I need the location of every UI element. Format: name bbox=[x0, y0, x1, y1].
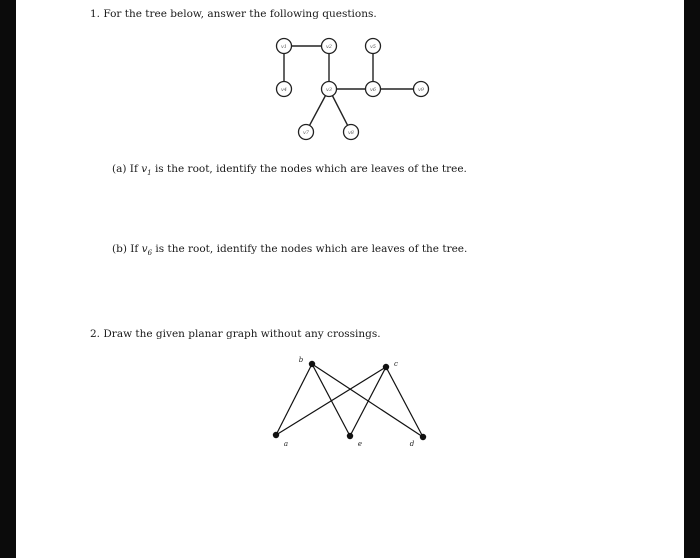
graph-edge-b-d bbox=[312, 364, 423, 437]
tree-diagram bbox=[16, 0, 684, 160]
left-frame-border bbox=[0, 0, 16, 558]
question-2-number: 2. bbox=[90, 328, 101, 340]
graph-node-label-c: c bbox=[394, 360, 398, 368]
question-2-text: Draw the given planar graph without any crossings. bbox=[103, 328, 381, 340]
question-1a-variable: $v_1$ bbox=[141, 163, 152, 178]
tree-node-v4 bbox=[277, 82, 292, 97]
planar-graph-diagram bbox=[16, 340, 684, 470]
tree-node-label-v2: v2 bbox=[325, 43, 333, 50]
tree-node-label-v7: v7 bbox=[302, 129, 310, 136]
question-1b-prefix: If bbox=[130, 243, 139, 255]
tree-node-label-v8: v8 bbox=[347, 129, 355, 136]
question-1a-label: (a) bbox=[112, 163, 127, 175]
tree-node-v3 bbox=[322, 82, 337, 97]
right-frame-border bbox=[684, 0, 700, 558]
graph-node-a bbox=[273, 432, 288, 448]
graph-edge-b-e bbox=[312, 364, 350, 436]
graph-node-b bbox=[299, 356, 315, 367]
graph-edge-c-e bbox=[350, 367, 386, 436]
question-1b-label: (b) bbox=[112, 243, 127, 255]
tree-node-label-v4: v4 bbox=[280, 86, 288, 93]
tree-node-label-v6: v6 bbox=[369, 86, 377, 93]
graph-node-d bbox=[410, 434, 426, 448]
graph-node-label-d: d bbox=[409, 440, 415, 448]
document-page bbox=[16, 0, 684, 558]
question-1a bbox=[112, 162, 467, 180]
question-1b-variable: $v_6$ bbox=[141, 243, 153, 258]
question-1b bbox=[112, 242, 467, 260]
tree-node-v7 bbox=[299, 125, 314, 140]
tree-node-v9 bbox=[414, 82, 429, 97]
graph-edge-c-d bbox=[386, 367, 423, 437]
graph-node-label-b: b bbox=[298, 356, 304, 364]
tree-node-v8 bbox=[344, 125, 359, 140]
graph-node-label-e: e bbox=[357, 440, 363, 448]
tree-node-v1 bbox=[277, 39, 292, 54]
graph-node-e bbox=[347, 433, 362, 448]
question-1a-text: is the root, identify the nodes which are leaves of the tree. bbox=[154, 163, 467, 175]
question-1b-text: is the root, identify the nodes which are leaves of the tree. bbox=[155, 243, 468, 255]
graph-node-label-a: a bbox=[283, 440, 289, 448]
question-1a-prefix: If bbox=[129, 163, 138, 175]
question-1-text: For the tree below, answer the following questions. bbox=[103, 8, 377, 20]
tree-node-v2 bbox=[322, 39, 337, 54]
graph-node-c bbox=[383, 360, 398, 370]
tree-node-v6 bbox=[366, 82, 381, 97]
question-2 bbox=[90, 327, 381, 341]
tree-node-label-v5: v5 bbox=[369, 43, 377, 50]
tree-node-label-v9: v9 bbox=[417, 86, 425, 93]
question-1-number: 1. bbox=[90, 8, 101, 20]
tree-node-label-v1: v1 bbox=[280, 43, 288, 50]
tree-node-label-v3: v3 bbox=[325, 86, 333, 93]
tree-node-v5 bbox=[366, 39, 381, 54]
